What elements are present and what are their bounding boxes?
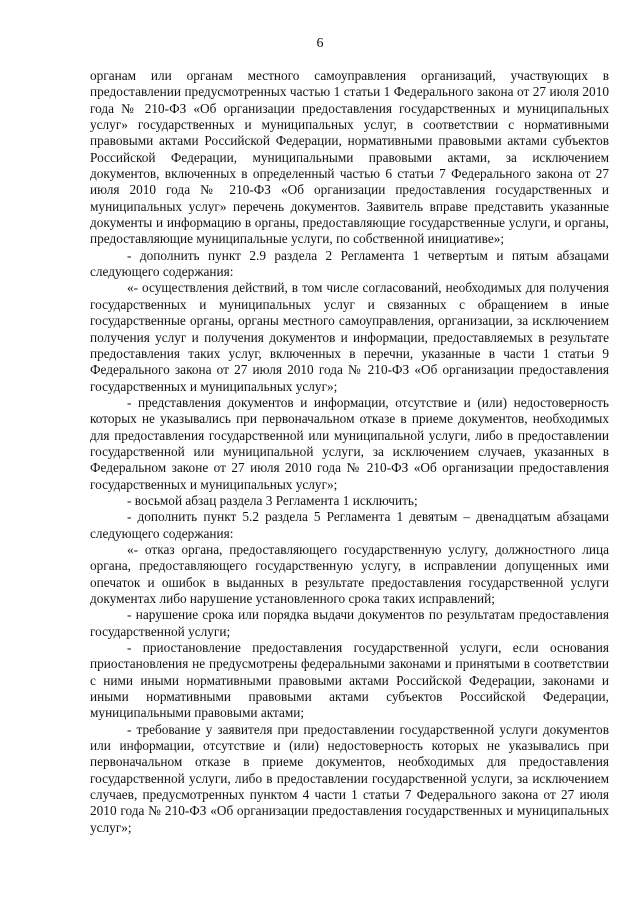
paragraph: - представления документов и информации, отсутствие и (или) недостоверность которых не указывались при первоначальном отказе в приеме документов, необходимых для предоставления государственной или муниципальной услуги, либо в предоставлении государственной или муниципальной услуги, за исключением случаев, указанных в Федеральном законе от 27 июля 2010 года № 210-ФЗ «Об организации предоставления государственных и муниципальных услуг»; — [90, 394, 609, 492]
paragraph: органам или органам местного самоуправления организаций, участвующих в предоставлении предусмотренных частью 1 статьи 1 Федерального закона от 27 июля 2010 года № 210-ФЗ «Об организации предоставления государственных и муниципальных услуг» государственных и муниципальных услуг, в соответствии с нормативными правовыми актами Российской Федерации, нормативными правовыми актами субъектов Российской Федерации, муниципальными правовыми актами, за исключением документов, включенных в определенный частью 6 статьи 7 Федерального закона от 27 июля 2010 года № 210-ФЗ «Об организации предоставления государственных и муниципальных услуг» перечень документов. Заявитель вправе представить указанные документы и информацию в органы, предоставляющие государственные услуги, и органы, предоставляющие муниципальные услуги, по собственной инициативе»; — [90, 68, 609, 247]
paragraph: - приостановление предоставления государственной услуги, если основания приостановления не предусмотрены федеральными законами и принятыми в соответствии с ними иными нормативными правовыми актами Российской Федерации, законами и иными нормативными правовыми актами субъектов Российской Федерации, муниципальными правовыми актами; — [90, 640, 609, 721]
paragraph: «- отказ органа, предоставляющего государственную услугу, должностного лица органа, предоставляющего государственную услугу, в исправлении допущенных ими опечаток и ошибок в выданных в результате предоставления государственной услуги документах либо нарушение установленного срока таких исправлений; — [90, 541, 609, 606]
paragraph: - требование у заявителя при предоставлении государственной услуги документов или информации, отсутствие и (или) недостоверность которых не указывались при первоначальном отказе в приеме документов, необходимых для предоставления государственной услуги, либо в предоставлении государственной услуги, за исключением случаев, предусмотренных пунктом 4 части 1 статьи 7 Федерального закона от 27 июля 2010 года № 210-ФЗ «Об организации предоставления государственных и муниципальных услуг»; — [90, 721, 609, 835]
paragraph: - нарушение срока или порядка выдачи документов по результатам предоставления государственной услуги; — [90, 607, 609, 639]
paragraph: - восьмой абзац раздела 3 Регламента 1 исключить; — [127, 492, 418, 508]
page-number: 6 — [316, 36, 324, 51]
document-body — [90, 68, 609, 836]
paragraph: - дополнить пункт 5.2 раздела 5 Регламента 1 девятым – двенадцатым абзацами следующего содержания: — [90, 509, 609, 541]
paragraph: «- осуществления действий, в том числе согласований, необходимых для получения государственных и муниципальных услуг и связанных с обращением в иные государственные органы, органы местного самоуправления, организации, за исключением получения услуг и получения документов и информации, предоставляемых в результате предоставления таких услуг, включенных в перечни, указанные в части 1 статьи 9 Федерального закона от 27 июля 2010 года № 210-ФЗ «Об организации предоставления государственных и муниципальных услуг»; — [90, 280, 609, 394]
paragraph: - дополнить пункт 2.9 раздела 2 Регламента 1 четвертым и пятым абзацами следующего содержания: — [90, 247, 609, 280]
